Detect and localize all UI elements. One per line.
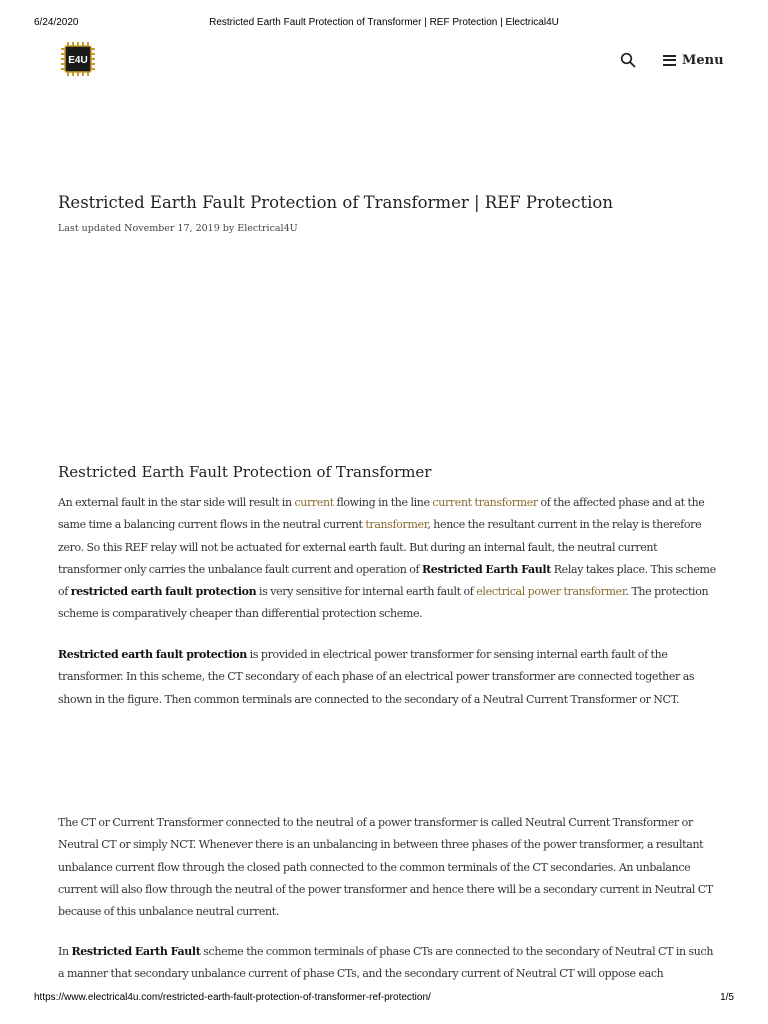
print-footer (34, 992, 734, 1006)
article-meta: Last updated November 17, 2019 by Electrical4U (58, 223, 298, 234)
print-date: 6/24/2020 (34, 17, 79, 28)
link-electrical-power-transformer[interactable]: electrical power transformer (476, 585, 626, 599)
print-page-number: 1/5 (720, 992, 734, 1003)
menu-label: Menu (682, 52, 724, 68)
logo-icon (60, 41, 96, 77)
print-url: https://www.electrical4u.com/restricted-earth-fault-protection-of-transformer-ref-protection/ (34, 992, 431, 1003)
paragraph-3: The CT or Current Transformer connected to the neutral of a power transformer is called Neutral Current Transformer or Neutral CT or simply NCT. Whenever there is an unbalancing in between three phases of the power transformer, a resultant unbalance current flow through the closed path connected to the common terminals of the CT secondaries. An unbalance current will also flow through the neutral of the power transformer and hence there will be a secondary current in Neutral CT because of this unbalance neutral current. (58, 816, 713, 919)
link-current-transformer[interactable]: current transformer (432, 496, 538, 509)
site-logo[interactable] (60, 41, 96, 77)
article-title: Restricted Earth Fault Protection of Transformer | REF Protection (58, 193, 613, 212)
logo-text: E4U (68, 55, 88, 66)
paragraph-2: Restricted earth fault protection is provided in electrical power transformer for sensing internal earth fault of the transformer. In this scheme, the CT secondary of each phase of an electrical power transformer are connected together as shown in the figure. Then common terminals are connected to the secondary of a Neutral Current Transformer or NCT. (58, 648, 695, 706)
hamburger-icon (663, 55, 676, 66)
print-header (34, 17, 734, 31)
menu-button[interactable] (663, 50, 724, 70)
section-heading: Restricted Earth Fault Protection of Transformer (58, 463, 432, 481)
link-transformer[interactable]: transformer (365, 518, 428, 532)
search-icon[interactable] (620, 52, 636, 68)
paragraph-4: In Restricted Earth Fault scheme the common terminals of phase CTs are connected to the secondary of Neutral CT in such a manner that secondary unbalance current of phase CTs, and the secondary current of Neutral CT will oppose each (58, 945, 714, 981)
paragraph-1: An external fault in the star side will result in current flowing in the line current transformer of the affected phase and at the same time a balancing current flows in the neutral current transformer, hence the resultant current in the relay is therefore zero. So this REF relay will not be actuated for external earth fault. But during an internal fault, the neutral current transformer only carries the unbalance fault current and operation of Restricted Earth Fault Relay takes place. This scheme of restricted earth fault protection is very sensitive for internal earth fault of electrical power transformer. The protection scheme is comparatively cheaper than differential protection scheme. (58, 496, 716, 621)
print-page-title: Restricted Earth Fault Protection of Transformer | REF Protection | Electrical4U (209, 17, 559, 28)
link-current[interactable]: current (294, 496, 334, 509)
